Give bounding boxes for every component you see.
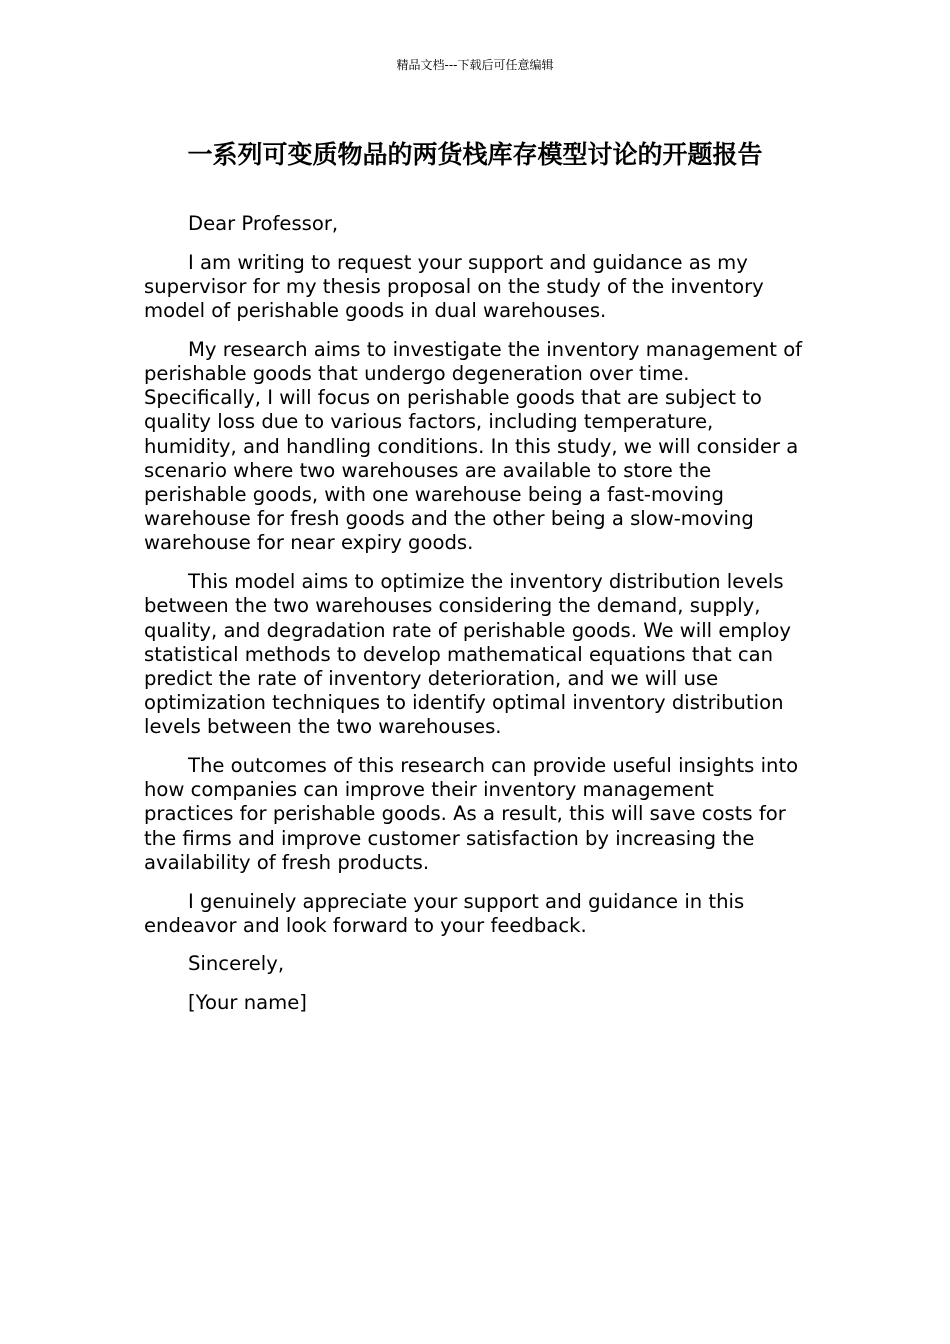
document-title: 一系列可变质物品的两货栈库存模型讨论的开题报告 xyxy=(187,140,763,169)
letter-body xyxy=(144,212,806,1030)
closing: Sincerely, xyxy=(188,952,285,976)
salutation: Dear Professor, xyxy=(188,212,339,235)
paragraph-appreciation: I genuinely appreciate your support and guidance in this endeavor and look forward to your feedback. xyxy=(144,889,745,937)
page-header: 精品文档---下载后可任意编辑 xyxy=(396,58,554,72)
paragraph-request: I am writing to request your support and guidance as my supervisor for my thesis proposal on the study of the inventory model of perishable goods in dual warehouses. xyxy=(144,250,764,323)
paragraph-model: This model aims to optimize the inventory distribution levels between the two warehouses considering the demand, supply, quality, and degradation rate of perishable goods. We will employ statistical methods to develop mathematical equations that can predict the rate of inventory deterioration, and we will use optimization techniques to identify optimal inventory distribution levels between the two warehouses. xyxy=(144,570,791,739)
signature: [Your name] xyxy=(188,991,307,1015)
paragraph-research-aims: My research aims to investigate the inventory management of perishable goods that undergo degeneration over time. Specifically, I will focus on perishable goods that are subject to quality loss due to various factors, including temperature, humidity, and handling conditions. In this study, we will consider a scenario where two warehouses are available to store the perishable goods, with one warehouse being a fast-moving warehouse for fresh goods and the other being a slow-moving warehouse for near expiry goods. xyxy=(144,337,803,555)
paragraph-outcomes: The outcomes of this research can provide useful insights into how companies can improve their inventory management practices for perishable goods. As a result, this will save costs for the firms and improve customer satisfaction by increasing the availability of fresh products. xyxy=(144,754,799,874)
